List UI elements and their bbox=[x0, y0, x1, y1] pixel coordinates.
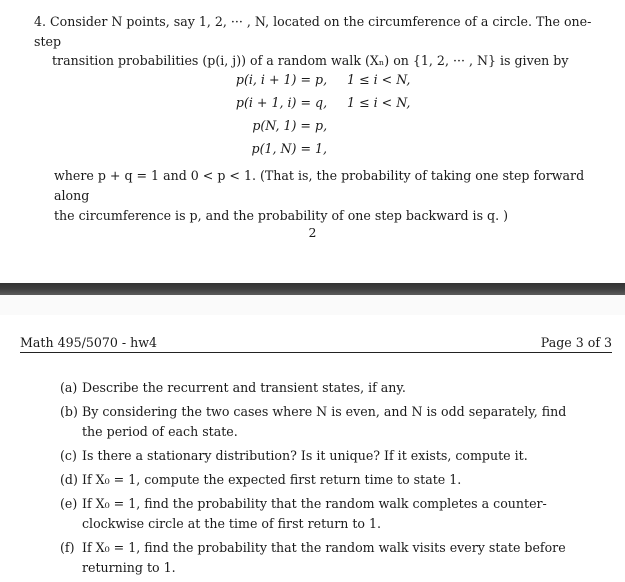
problem-line-2: transition probabilities (p(i, j)) of a random walk (Xₙ) on {1, 2, ··· , N} is given by bbox=[52, 53, 569, 68]
equation-row: p(N, 1) = p, bbox=[252, 118, 328, 133]
page-number: 2 bbox=[308, 225, 317, 240]
course-title: Math 495/5070 - hw4 bbox=[20, 335, 158, 350]
list-item: (c) Is there a stationary distribution? Is it unique? If it exists, compute it. bbox=[60, 448, 528, 463]
header-rule bbox=[20, 352, 612, 353]
subquestions-list bbox=[60, 378, 580, 582]
page-two-fragment bbox=[0, 0, 625, 283]
equation-row: p(i + 1, i) = q, 1 ≤ i < N, bbox=[235, 95, 411, 110]
transition-equations bbox=[225, 68, 410, 160]
problem-line-1: Consider N points, say 1, 2, ··· , N, located on the circumference of a circle. The one-step bbox=[34, 14, 592, 49]
problem-statement bbox=[34, 12, 594, 71]
equation-row: p(i, i + 1) = p, 1 ≤ i < N, bbox=[235, 72, 411, 87]
page-header bbox=[20, 335, 612, 350]
where-clause bbox=[54, 166, 594, 226]
equation-row: p(1, N) = 1, bbox=[251, 141, 328, 156]
problem-number: 4. bbox=[34, 14, 47, 29]
page-separator bbox=[0, 283, 625, 295]
list-item: (d) If X₀ = 1, compute the expected first return time to state 1. bbox=[60, 472, 462, 487]
where-line-2: the circumference is p, and the probability of one step backward is q. ) bbox=[54, 208, 509, 223]
page-gap bbox=[0, 295, 625, 315]
page-indicator: Page 3 of 3 bbox=[540, 335, 612, 350]
where-line-1: where p + q = 1 and 0 < p < 1. (That is, the probability of taking one step forward along bbox=[54, 168, 585, 203]
list-item: (e) If X₀ = 1, find the probability that the random walk completes a counter-clockwise circle at the time of first return to 1. bbox=[60, 496, 547, 531]
list-item: (f) If X₀ = 1, find the probability that the random walk visits every state before returning to 1. bbox=[60, 540, 566, 575]
list-item: (a) Describe the recurrent and transient states, if any. bbox=[60, 380, 406, 395]
list-item: (b) By considering the two cases where N is even, and N is odd separately, find the period of each state. bbox=[60, 404, 567, 439]
